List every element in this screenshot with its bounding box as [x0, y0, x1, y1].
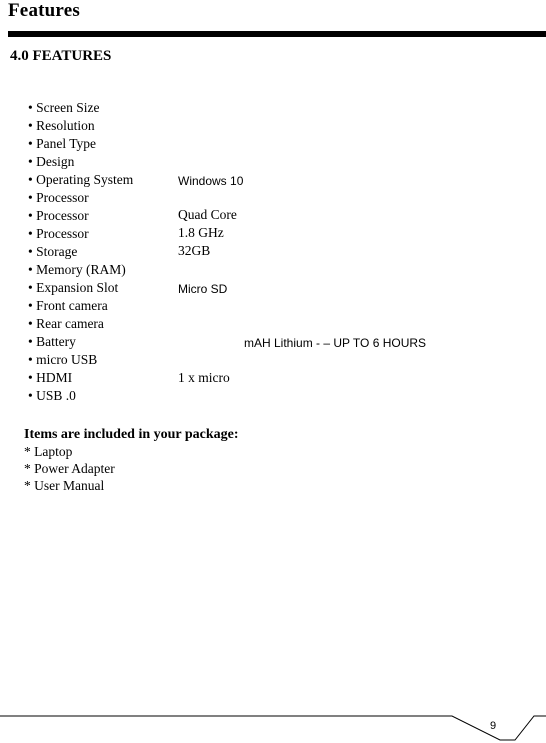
section-heading: 4.0 FEATURES	[10, 48, 112, 64]
spec-label: • Rear camera	[28, 316, 104, 331]
spec-label: • Storage	[28, 244, 78, 259]
page-number: 9	[490, 720, 497, 732]
spec-value: 1.8 GHz	[178, 225, 224, 240]
spec-value: 32GB	[178, 243, 211, 258]
spec-label: • Processor	[28, 226, 89, 241]
spec-value: Quad Core	[178, 207, 237, 222]
page-title: Features	[8, 0, 80, 21]
spec-label: • Operating System	[28, 172, 134, 187]
spec-label: • Panel Type	[28, 136, 97, 151]
spec-label: • Front camera	[28, 298, 108, 313]
spec-label: • Design	[28, 154, 75, 169]
spec-value: Windows 10	[178, 174, 244, 188]
spec-label: • Battery	[28, 334, 76, 349]
spec-label: • HDMI	[28, 370, 73, 385]
spec-value: 1 x micro	[178, 370, 230, 385]
spec-label: • USB .0	[28, 388, 76, 403]
header-rule	[8, 31, 546, 37]
package-item: * User Manual	[24, 478, 105, 493]
package-heading: Items are included in your package:	[24, 427, 239, 442]
spec-label: • Processor	[28, 208, 89, 223]
package-item: * Laptop	[24, 444, 73, 459]
footer-tab-line	[0, 690, 546, 743]
spec-label: • micro USB	[28, 352, 98, 367]
spec-value: Micro SD	[178, 282, 228, 296]
package-item: * Power Adapter	[24, 461, 115, 476]
spec-label: • Resolution	[28, 118, 95, 133]
spec-label: • Screen Size	[28, 100, 100, 115]
spec-label: • Memory (RAM)	[28, 262, 126, 277]
spec-label: • Processor	[28, 190, 89, 205]
spec-label: • Expansion Slot	[28, 280, 119, 295]
spec-value: mAH Lithium - – UP TO 6 HOURS	[244, 336, 427, 350]
